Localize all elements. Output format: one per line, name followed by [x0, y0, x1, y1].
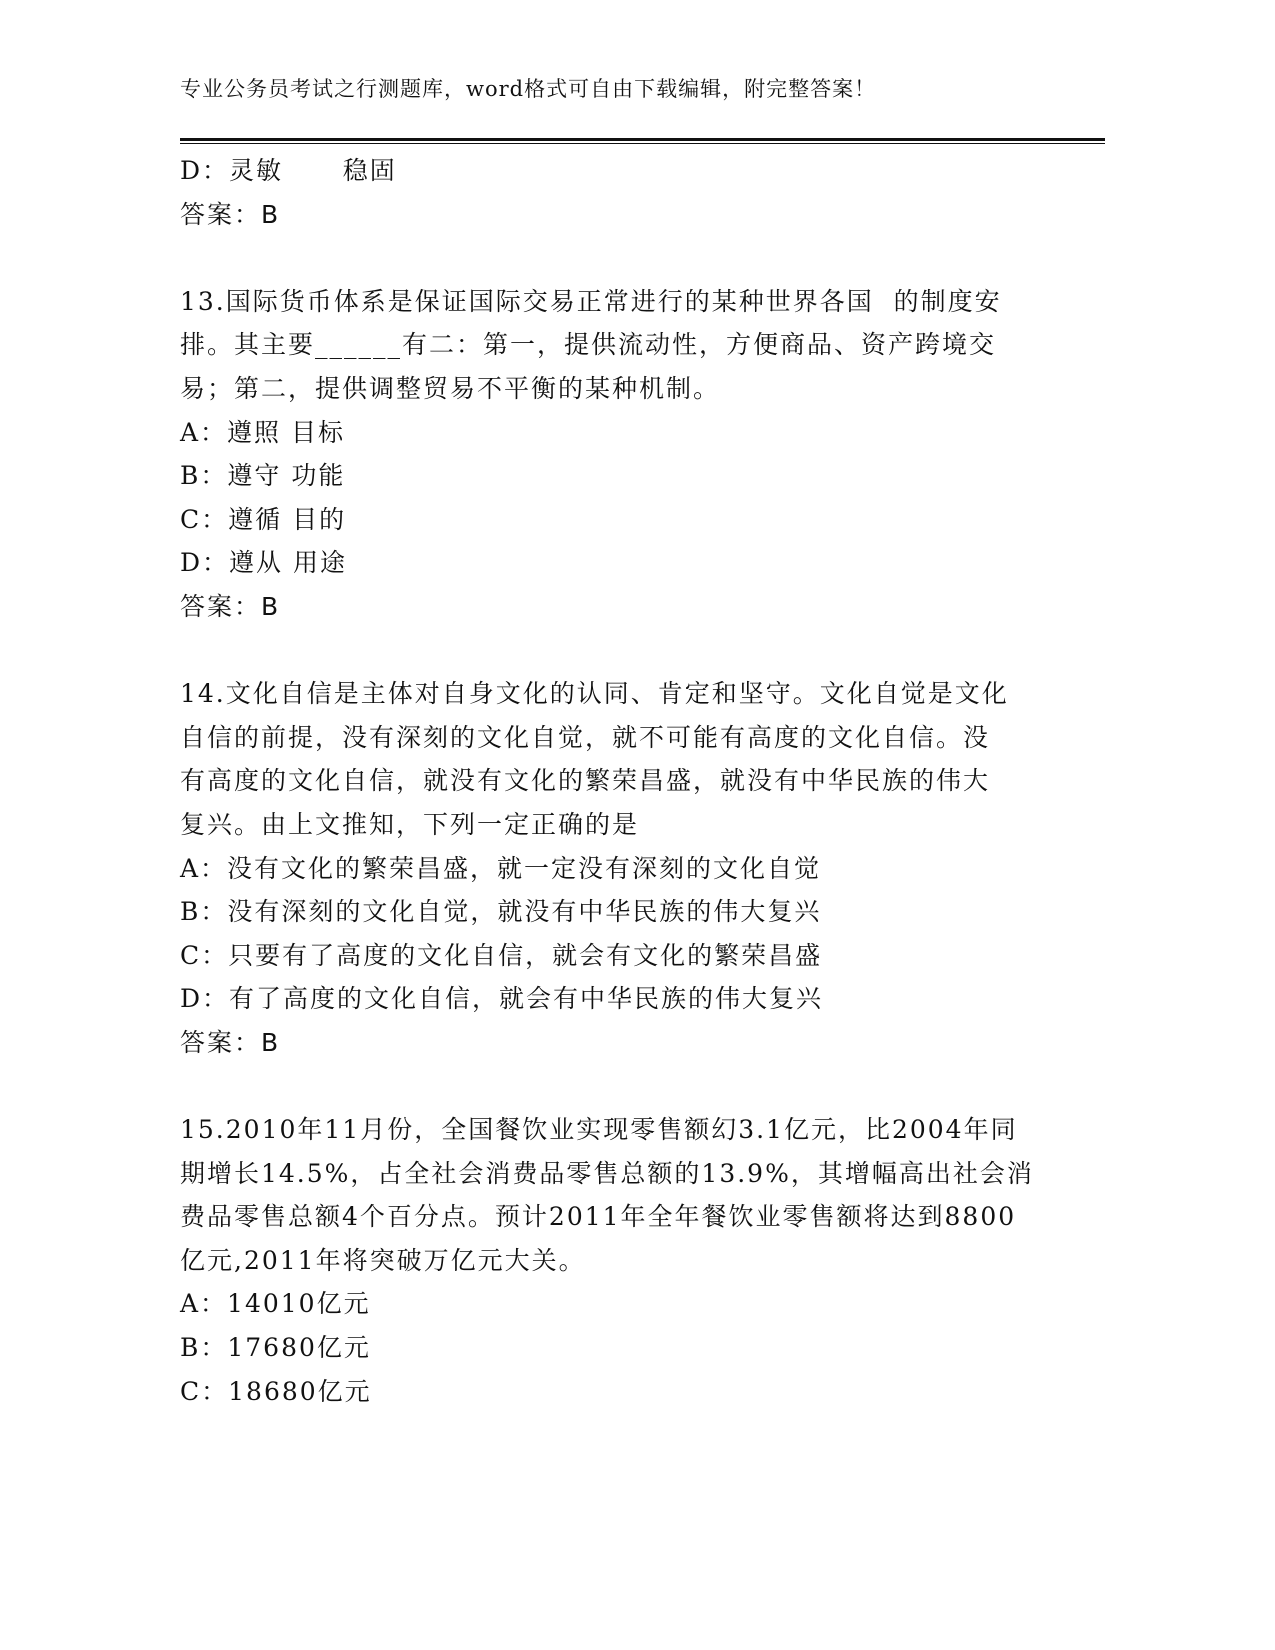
question [180, 280, 1060, 629]
option: C：18680亿元 [180, 1376, 372, 1406]
document-body [180, 149, 1060, 1413]
answer: 答案：B [180, 1027, 281, 1057]
question [180, 672, 1060, 1064]
spacer [180, 236, 1060, 280]
option: A：没有文化的繁荣昌盛，就一定没有深刻的文化自觉 [180, 853, 822, 883]
option: A：遵照 目标 [180, 417, 346, 447]
question [180, 1108, 1060, 1413]
question-text-line: 费品零售总额4个百分点。预计2011年全年餐饮业零售额将达到8800 [180, 1202, 1017, 1232]
question-text-line: 14.文化自信是主体对自身文化的认同、肯定和坚守。文化自觉是文化 [180, 679, 1009, 709]
question-text-line: 15.2010年11月份，全国餐饮业实现零售额幻3.1亿元，比2004年同 [180, 1115, 1018, 1145]
option: C：只要有了高度的文化自信，就会有文化的繁荣昌盛 [180, 940, 823, 970]
question-text-line: 期增长14.5%，占全社会消费品零售总额的13.9%，其增幅高出社会消 [180, 1158, 1034, 1188]
answer: 答案：B [180, 199, 281, 229]
question-text-line: 易；第二，提供调整贸易不平衡的某种机制。 [180, 373, 721, 403]
option-d: D：灵敏 稳固 [180, 156, 397, 185]
spacer [180, 629, 1060, 673]
question-text-line: 复兴。由上文推知，下列一定正确的是 [180, 809, 640, 839]
option: B：17680亿元 [180, 1333, 371, 1363]
option: C：遵循 目的 [180, 504, 347, 534]
spacer [180, 1064, 1060, 1108]
question-text-line: 13.国际货币体系是保证国际交易正常进行的某种世界各国 的制度安 [180, 286, 1002, 316]
question-text-line: 排。其主要______有二：第一，提供流动性，方便商品、资产跨境交 [180, 330, 997, 360]
question-text-line: 自信的前提，没有深刻的文化自觉，就不可能有高度的文化自信。没 [180, 722, 991, 752]
option: B：没有深刻的文化自觉，就没有中华民族的伟大复兴 [180, 897, 822, 927]
option: D：有了高度的文化自信，就会有中华民族的伟大复兴 [180, 984, 824, 1014]
question-text-line: 亿元,2011年将突破万亿元大关。 [180, 1245, 586, 1275]
question-text-line: 有高度的文化自信，就没有文化的繁荣昌盛，就没有中华民族的伟大 [180, 766, 991, 796]
header-divider [180, 138, 1105, 141]
option: D：遵从 用途 [180, 548, 347, 578]
page-header: 专业公务员考试之行测题库，word格式可自由下载编辑，附完整答案！ [180, 77, 877, 101]
header-divider-thin [180, 143, 1105, 144]
option: B：遵守 功能 [180, 461, 346, 491]
option: A：14010亿元 [180, 1289, 371, 1319]
answer: 答案：B [180, 591, 281, 621]
